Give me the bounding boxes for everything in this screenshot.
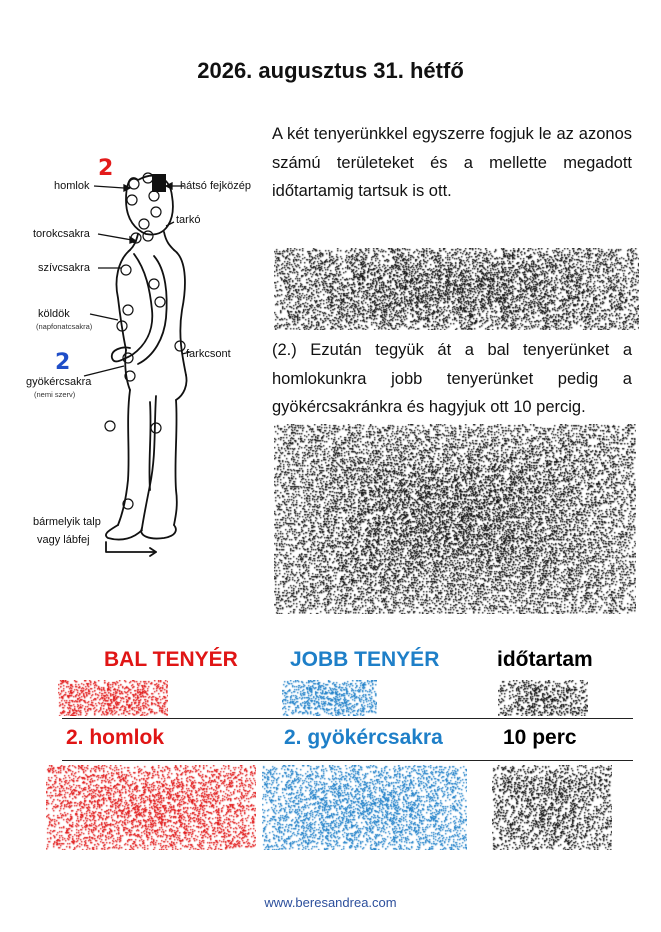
label-tarko: tarkó xyxy=(176,214,201,226)
label-hatso-fejkozep: hátsó fejközép xyxy=(180,180,251,192)
noise-texture xyxy=(274,248,639,330)
label-vagy-labfej: vagy lábfej xyxy=(37,534,90,546)
noise-texture xyxy=(282,680,377,716)
footer-url[interactable]: www.beresandrea.com xyxy=(264,895,397,910)
instruction-paragraph-1: A két tenyerünkkel egyszerre fogjuk le az azonos számú területeket és a mellette megadott időtartamig tartsuk is ott. xyxy=(272,125,632,200)
noise-texture xyxy=(492,765,612,850)
table-rule-top xyxy=(62,718,633,719)
label-homlok: homlok xyxy=(54,180,90,192)
label-torokcsakra: torokcsakra xyxy=(33,228,90,240)
label-koldok: köldök xyxy=(38,308,70,320)
label-napfonatcsakra: (napfonatcsakra) xyxy=(36,322,93,331)
header-jobb-tenyer: JOBB TENYÉR xyxy=(290,648,440,671)
cell-idotartam: 10 perc xyxy=(503,726,577,749)
label-gyokercsakra: gyökércsakra xyxy=(26,376,92,388)
header-idotartam: időtartam xyxy=(497,648,593,671)
table-rule-bottom xyxy=(62,760,633,761)
cell-jobb-tenyer: 2. gyökércsakra xyxy=(284,726,443,749)
cell-bal-tenyer: 2. homlok xyxy=(66,726,165,749)
label-szivcsakra: szívcsakra xyxy=(38,262,90,274)
instruction-paragraph-2: (2.) Ezután tegyük át a bal tenyerünket a homlokunkra jobb tenyerünket pedig a gyökércsakránkra és hagyjuk ott 10 percig. xyxy=(272,341,632,416)
noise-texture xyxy=(498,680,588,716)
label-barmelyik-talp: bármelyik talp xyxy=(33,516,101,528)
noise-texture xyxy=(262,765,467,850)
noise-texture xyxy=(46,765,256,850)
label-nemi-szerv: (nemi szerv) xyxy=(34,390,76,399)
label-farkcsont: farkcsont xyxy=(186,348,231,360)
noise-texture xyxy=(58,680,168,716)
number-2-top: 2 xyxy=(98,156,114,181)
noise-texture xyxy=(274,424,636,614)
header-bal-tenyer: BAL TENYÉR xyxy=(104,648,238,671)
page-title: 2026. augusztus 31. hétfő xyxy=(197,58,464,83)
number-2-bottom: 2 xyxy=(55,350,71,375)
